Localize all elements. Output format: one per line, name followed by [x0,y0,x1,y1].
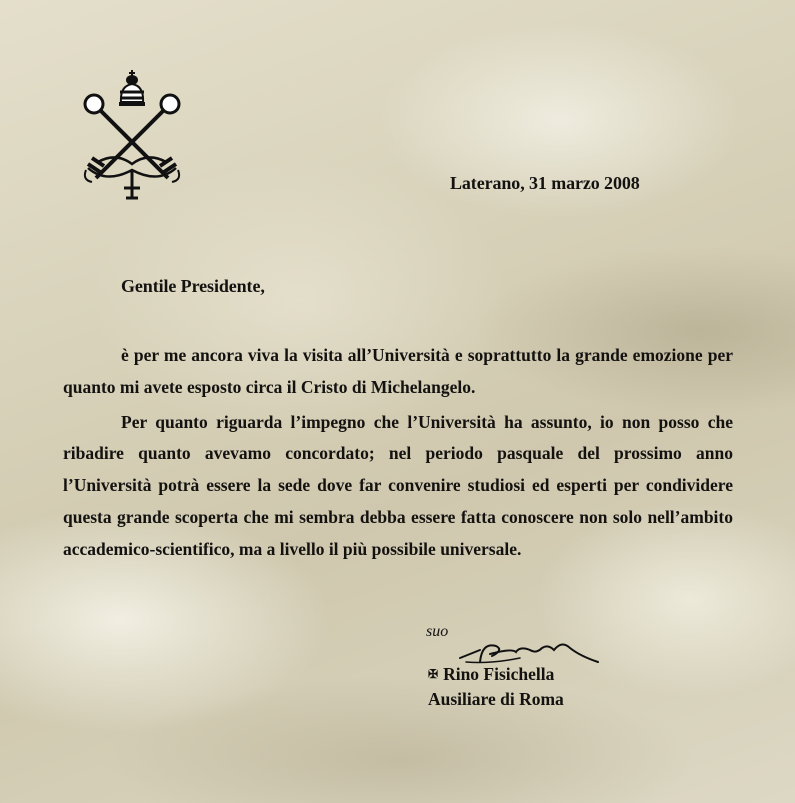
signatory-title: Ausiliare di Roma [428,689,564,709]
salutation: Gentile Presidente, [121,276,265,296]
letter-date: Laterano, 31 marzo 2008 [450,173,640,193]
letter-body [63,340,733,566]
signatory-name: Rino Fisichella [443,664,555,684]
signature-block [428,662,564,712]
bishop-cross-icon: ✠ [428,667,439,681]
signatory-name-line [428,662,564,687]
paragraph-2: Per quanto riguarda l’impegno che l’Università ha assunto, io non posso che ribadire quanto avevamo concordato; nel periodo pasquale del prossimo anno l’Università potrà essere la sede dove far convenire studiosi ed esperti per condividere questa grande scoperta che mi sembra debba essere fatta conoscere non solo nell’ambito accademico-scientifico, ma a livello il più possibile universale. [63,411,733,559]
paragraph-1: è per me ancora viva la visita all’Università e soprattutto la grande emozione per quanto mi avete esposto circa il Cristo di Michelangelo. [63,345,733,397]
signature-suo: suo [426,623,449,640]
papal-coat-of-arms-icon [76,66,188,200]
